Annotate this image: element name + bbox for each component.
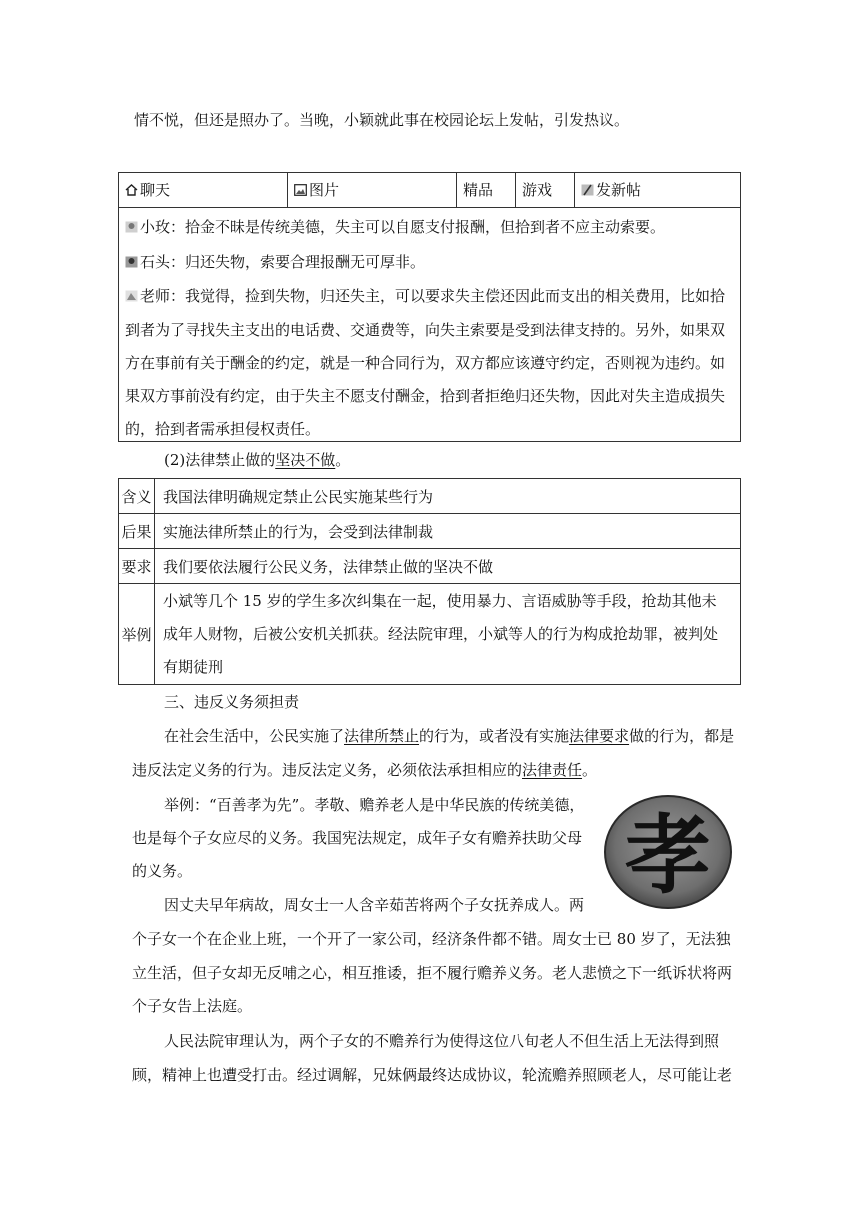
nav-featured-label: 精品 — [463, 181, 494, 199]
para1-underline-2: 法律要求 — [569, 727, 630, 745]
para1-line-2 — [132, 762, 597, 778]
example-line-1: 小斌等几个 15 岁的学生多次纠集在一起，使用暴力、言语威胁等手段，抢劫其他未 — [163, 591, 717, 610]
example-line-3: 有期徒刑 — [163, 657, 224, 676]
example-line-2: 成年人财物，后被公安机关抓获。经法院审理，小斌等人的行为构成抢劫罪，被判处 — [163, 624, 719, 643]
post-xiaomei — [125, 216, 665, 237]
filial-piety-seal-image — [603, 795, 733, 910]
user-avatar-icon — [125, 256, 138, 268]
intro-line: 情不悦，但还是照办了。当晚，小颖就此事在校园论坛上发帖，引发热议。 — [134, 111, 630, 129]
post-shitou — [125, 251, 425, 272]
row-key: 要求 — [119, 549, 155, 584]
nav-new-post[interactable] — [575, 173, 740, 207]
seal-character: 孝 — [625, 805, 711, 906]
para4-line-2: 顾，精神上也遭受打击。经过调解，兄妹俩最终达成协议，轮流赡养照顾老人，尽可能让老 — [132, 1066, 733, 1084]
row-value-example — [155, 584, 741, 685]
user-avatar-icon — [125, 290, 138, 302]
section-2-heading — [164, 452, 350, 468]
nav-chat[interactable] — [119, 173, 288, 207]
row-value: 我们要依法履行公民义务，法律禁止做的坚决不做 — [155, 549, 741, 584]
pen-icon — [581, 184, 594, 196]
section-3-heading: 三、违反义务须担责 — [164, 693, 300, 711]
para2-line-3: 的义务。 — [132, 862, 193, 880]
para1-text-a: 在社会生活中，公民实施了 — [164, 727, 345, 745]
home-icon — [125, 184, 138, 196]
table-row — [119, 549, 741, 584]
para4-line-1: 人民法院审理认为，两个子女的不赡养行为使得这位八旬老人不但生活上无法得到照 — [164, 1032, 720, 1050]
post-teacher-line-1 — [125, 285, 725, 306]
nav-images-label: 图片 — [309, 181, 340, 199]
para1-text-c: 的行为，或者没有实施 — [419, 727, 570, 745]
post-xiaomei-text: 小玫：拾金不昧是传统美德，失主可以自愿支付报酬，但拾到者不应主动索要。 — [140, 218, 666, 236]
nav-games-label: 游戏 — [522, 181, 553, 199]
row-key: 举例 — [119, 584, 155, 685]
para1-text-l2c: 。 — [582, 761, 598, 779]
nav-chat-label: 聊天 — [140, 181, 171, 199]
table-row — [119, 584, 741, 685]
nav-images[interactable] — [288, 173, 457, 207]
para1-text-e: 做的行为，都是 — [629, 727, 735, 745]
forum-nav — [119, 173, 740, 208]
para3-line-3: 立生活，但子女却无反哺之心，相互推诿，拒不履行赡养义务。老人悲愤之下一纸诉状将两 — [132, 964, 733, 982]
para2-line-1: 举例：“百善孝为先”。孝敬、赡养老人是中华民族的传统美德， — [164, 796, 585, 814]
prohibition-table — [118, 478, 741, 685]
table-row — [119, 479, 741, 514]
row-value: 实施法律所禁止的行为，会受到法律制裁 — [155, 514, 741, 549]
post-teacher-line-2: 到者为了寻找失主支出的电话费、交通费等，向失主索要是受到法律支持的。另外，如果双 — [125, 321, 726, 339]
para2-line-2: 也是每个子女应尽的义务。我国宪法规定，成年子女有赡养扶助父母 — [132, 829, 583, 847]
para1-underline-3: 法律责任 — [522, 761, 583, 779]
para3-line-4: 个子女告上法庭。 — [132, 997, 253, 1015]
image-icon — [294, 184, 307, 196]
section-2-prefix: (2)法律禁止做的 — [164, 451, 276, 469]
row-key: 含义 — [119, 479, 155, 514]
nav-games[interactable] — [516, 173, 575, 207]
para1-line-1 — [164, 728, 734, 744]
forum-panel — [118, 172, 741, 442]
section-2-underlined: 坚决不做 — [275, 451, 336, 469]
nav-new-post-label: 发新帖 — [596, 181, 642, 199]
post-teacher-line-4: 果双方事前没有约定，由于失主不愿支付酬金，拾到者拒绝归还失物，因此对失主造成损失 — [125, 387, 726, 405]
nav-featured[interactable] — [457, 173, 516, 207]
para3-line-1: 因丈夫早年病故，周女士一人含辛茹苦将两个子女抚养成人。两 — [164, 896, 585, 914]
para3-line-2: 个子女一个在企业上班，一个开了一家公司，经济条件都不错。周女士已 80 岁了，无法独 — [132, 930, 731, 948]
post-teacher-line-5: 的，拾到者需承担侵权责任。 — [125, 420, 321, 438]
post-shitou-text: 石头：归还失物，索要合理报酬无可厚非。 — [140, 253, 426, 271]
row-value: 我国法律明确规定禁止公民实施某些行为 — [155, 479, 741, 514]
para1-underline-1: 法律所禁止 — [344, 727, 420, 745]
para1-text-l2a: 违反法定义务的行为。违反法定义务，必须依法承担相应的 — [132, 761, 523, 779]
post-teacher-line-3: 方在事前有关于酬金的约定，就是一种合同行为，双方都应该遵守约定，否则视为违约。如 — [125, 354, 726, 372]
user-avatar-icon — [125, 221, 138, 233]
section-2-suffix: 。 — [335, 451, 351, 469]
row-key: 后果 — [119, 514, 155, 549]
post-teacher-text-1: 老师：我觉得，捡到失物，归还失主，可以要求失主偿还因此而支出的相关费用，比如拾 — [140, 287, 726, 305]
table-row — [119, 514, 741, 549]
